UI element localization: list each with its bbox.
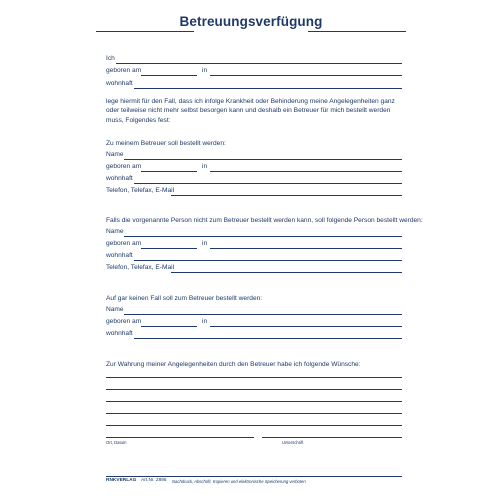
page-title: Betreuungsverfügung [179,14,323,29]
section1-heading: Zu meinem Betreuer soll bestellt werden: [106,140,226,147]
field-geboren-am[interactable] [141,75,197,76]
s1-label-geboren-am: geboren am [106,163,142,170]
s1-field-telefon[interactable] [171,195,402,196]
s1-label-wohnhaft: wohnhaft [106,175,133,182]
s3-field-geboren-am[interactable] [141,326,197,327]
section4-heading: Zur Wahrung meiner Angelegenheiten durch den Betreuer habe ich folgende Wünsche: [106,361,361,368]
title-row [96,14,406,34]
s3-field-in[interactable] [210,326,402,327]
label-in: in [202,67,208,74]
s2-label-in: in [202,240,208,247]
s1-field-geboren-am[interactable] [141,171,197,172]
wishes-line-3[interactable] [106,401,402,402]
s1-label-in: in [202,163,208,170]
s1-field-name[interactable] [124,159,402,160]
s3-label-in: in [202,318,208,325]
title-rule-right [308,31,406,32]
s1-field-in[interactable] [210,171,402,172]
field-in[interactable] [210,75,402,76]
s3-field-name[interactable] [124,314,402,315]
label-ich: Ich [106,55,115,62]
s2-label-name: Name [106,228,124,235]
field-unterschrift[interactable] [262,437,402,438]
s2-field-name[interactable] [124,236,402,237]
s2-label-telefon: Telefon, Telefax, E-Mail [106,264,175,271]
s3-label-geboren-am: geboren am [106,318,142,325]
wishes-line-4[interactable] [106,413,402,414]
label-ort-datum: Ort, Datum [106,440,127,445]
footer-rule [106,476,402,477]
wishes-line-5[interactable] [106,425,402,426]
s1-label-name: Name [106,151,124,158]
section2-heading: Falls die vorgenannte Person nicht zum Betreuer bestellt werden kann, soll folgende Person bestellt werden: [106,217,423,224]
label-unterschrift: Unterschrift [282,440,304,445]
field-ort-datum[interactable] [106,437,254,438]
wishes-line-2[interactable] [106,389,402,390]
s2-field-telefon[interactable] [171,272,402,273]
intro-paragraph: lege hiermit für den Fall, dass ich infolge Krankheit oder Behinderung meine Angelegenheiten ganz oder teilweise nicht mehr selbst besorgen kann und deshalb ein Betreuer für mich bestellt werden muss, Folgendes fest: [106,98,395,124]
s3-label-name: Name [106,306,124,313]
section3-heading: Auf gar keinen Fall soll zum Betreuer bestellt werden: [106,295,263,302]
s2-label-wohnhaft: wohnhaft [106,252,133,259]
field-wohnhaft[interactable] [134,88,402,89]
s1-field-wohnhaft[interactable] [134,183,402,184]
wishes-line-1[interactable] [106,377,402,378]
field-ich[interactable] [116,63,402,64]
footer-notice: Nachdruck, Abschrift, Kopieren und elektronische Speicherung verboten [172,479,306,484]
s3-label-wohnhaft: wohnhaft [106,330,133,337]
footer-publisher: RNKVERLAG [106,478,137,483]
footer-art-nr: Art.Nr. 2895 [141,478,167,483]
s2-field-in[interactable] [210,248,402,249]
s2-label-geboren-am: geboren am [106,240,142,247]
label-wohnhaft: wohnhaft [106,80,133,87]
s1-label-telefon: Telefon, Telefax, E-Mail [106,187,175,194]
s2-field-wohnhaft[interactable] [134,260,402,261]
title-rule-left [96,31,194,32]
label-geboren-am: geboren am [106,67,142,74]
s3-field-wohnhaft[interactable] [134,338,402,339]
s2-field-geboren-am[interactable] [141,248,197,249]
